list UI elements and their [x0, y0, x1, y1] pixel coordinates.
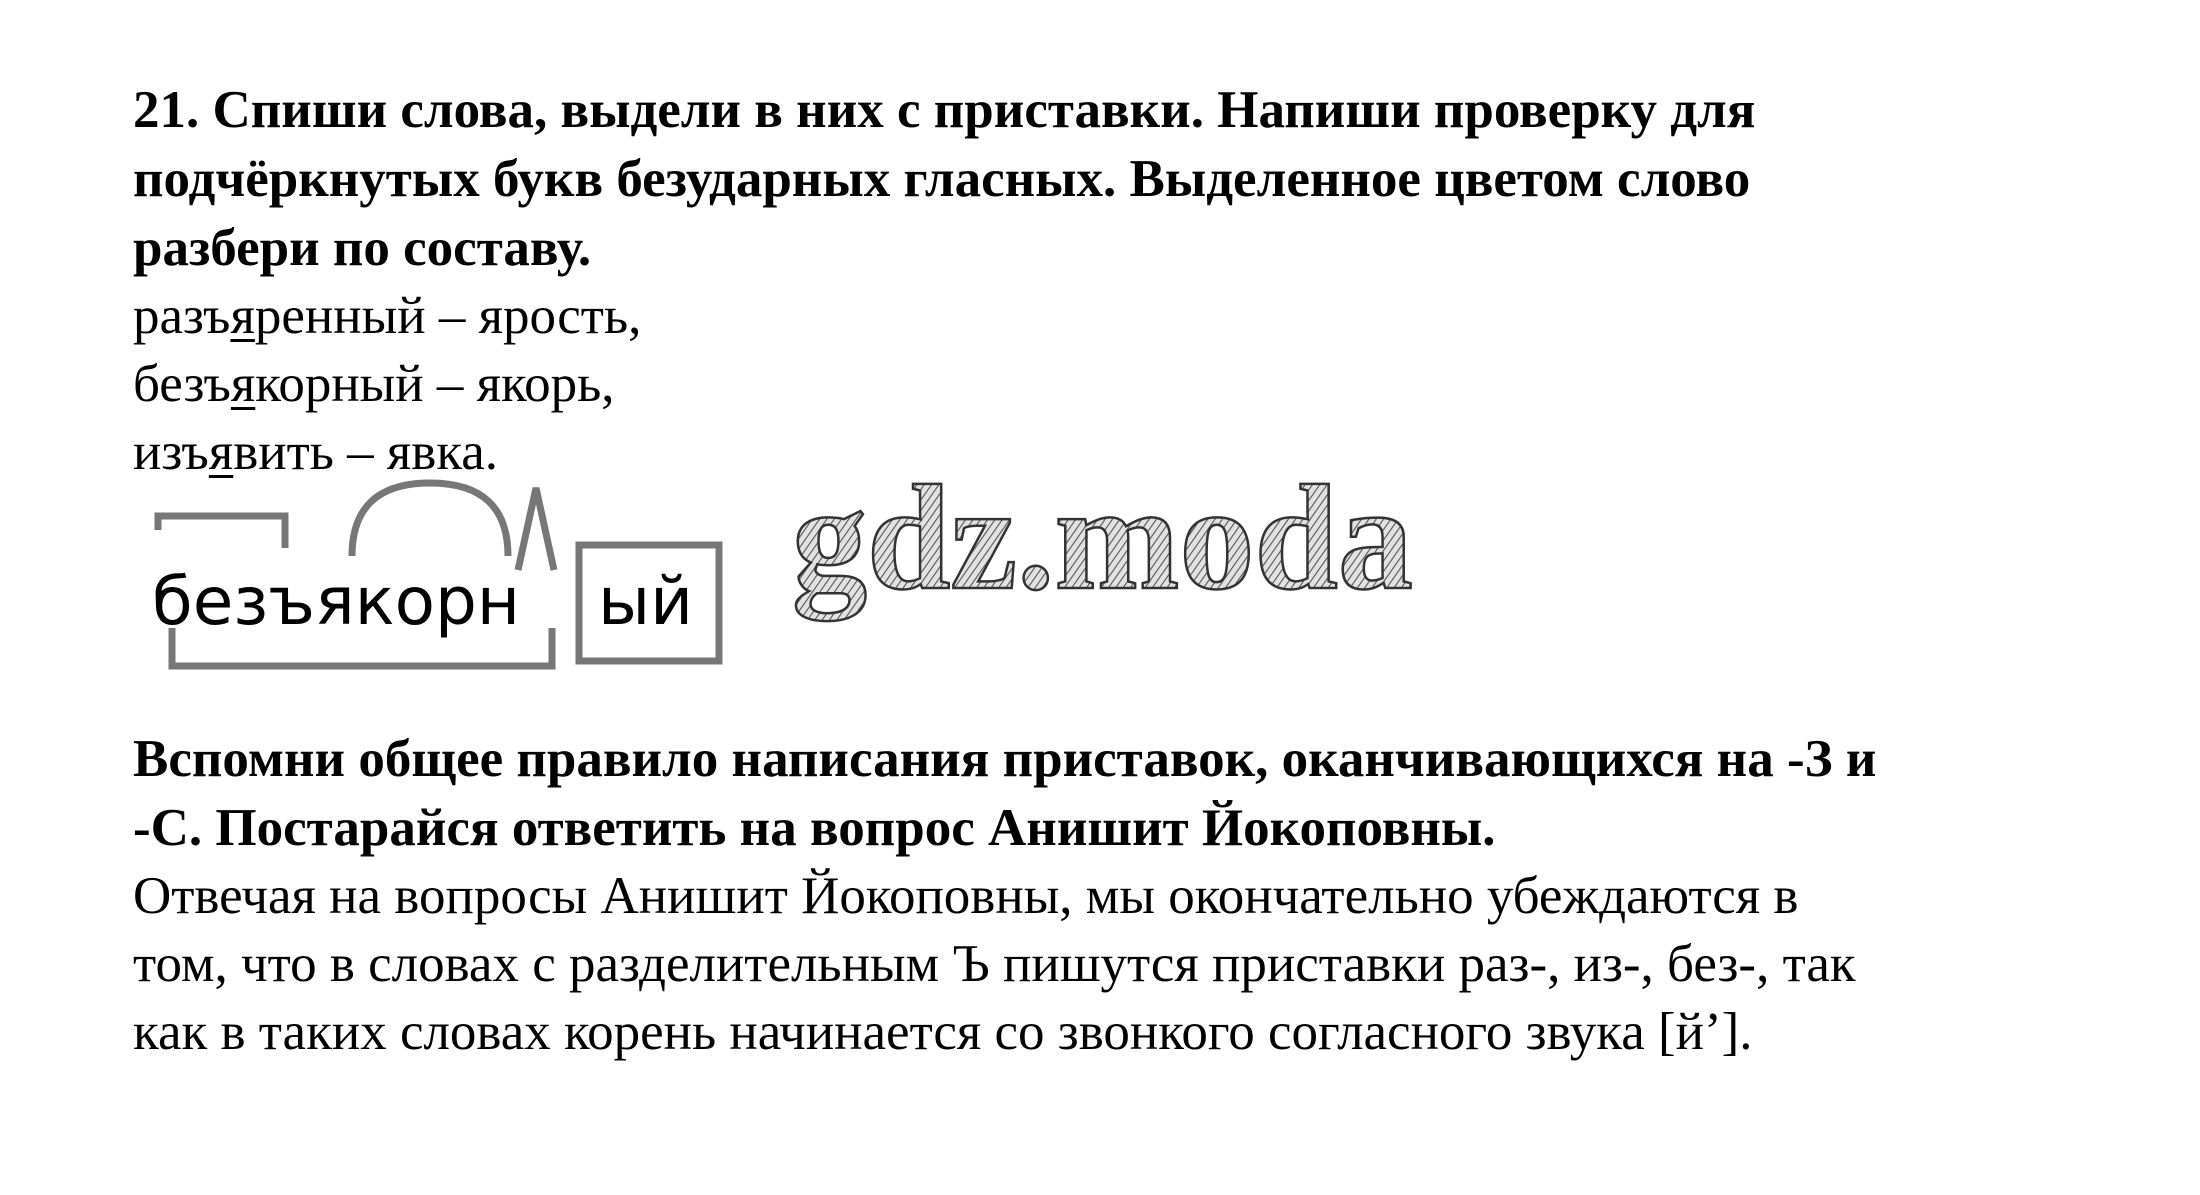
- cropped-previous-text: [430, 0, 1830, 2]
- explanation-line-1: Отвечая на вопросы Анишит Йокоповны, мы окончательно убеждаются в: [133, 867, 1799, 925]
- morph-word-stem: безъякорн: [152, 563, 521, 640]
- watermark-logo: [780, 470, 1420, 630]
- answer-line: изъявить – явка.: [133, 423, 499, 481]
- rule-line-1: Вспомни общее правило написания приставок, оканчивающихся на -З и: [133, 730, 1877, 788]
- answer-line: безъякорный – якорь,: [133, 355, 615, 413]
- task-line-3: разбери по составу.: [133, 219, 592, 277]
- explanation-line-2: том, что в словах с разделительным Ъ пишутся приставки раз-, из-, без-, так: [133, 935, 1856, 993]
- morpheme-parsing-diagram: [140, 478, 740, 693]
- prefix-mark: [158, 516, 285, 548]
- task-line-1: 21. Спиши слова, выдели в них с приставки. Напиши проверку для: [133, 81, 1756, 139]
- underlined-vowel: я: [230, 355, 256, 413]
- underlined-vowel: я: [230, 287, 255, 345]
- suffix-mark: [518, 488, 554, 570]
- underlined-vowel: я: [208, 423, 234, 481]
- root-arc: [352, 483, 508, 556]
- task-line-2: подчёркнутых букв безударных гласных. Выделенное цветом слово: [133, 150, 1751, 208]
- watermark-text: gdz.moda: [792, 470, 1413, 621]
- explanation-line-3: как в таких словах корень начинается со звонкого согласного звука [й’].: [133, 1003, 1753, 1061]
- morph-ending: ый: [598, 563, 694, 640]
- answer-line: разъяренный – ярость,: [133, 287, 642, 345]
- rule-line-2: -С. Постарайся ответить на вопрос Анишит Йокоповны.: [133, 799, 1496, 857]
